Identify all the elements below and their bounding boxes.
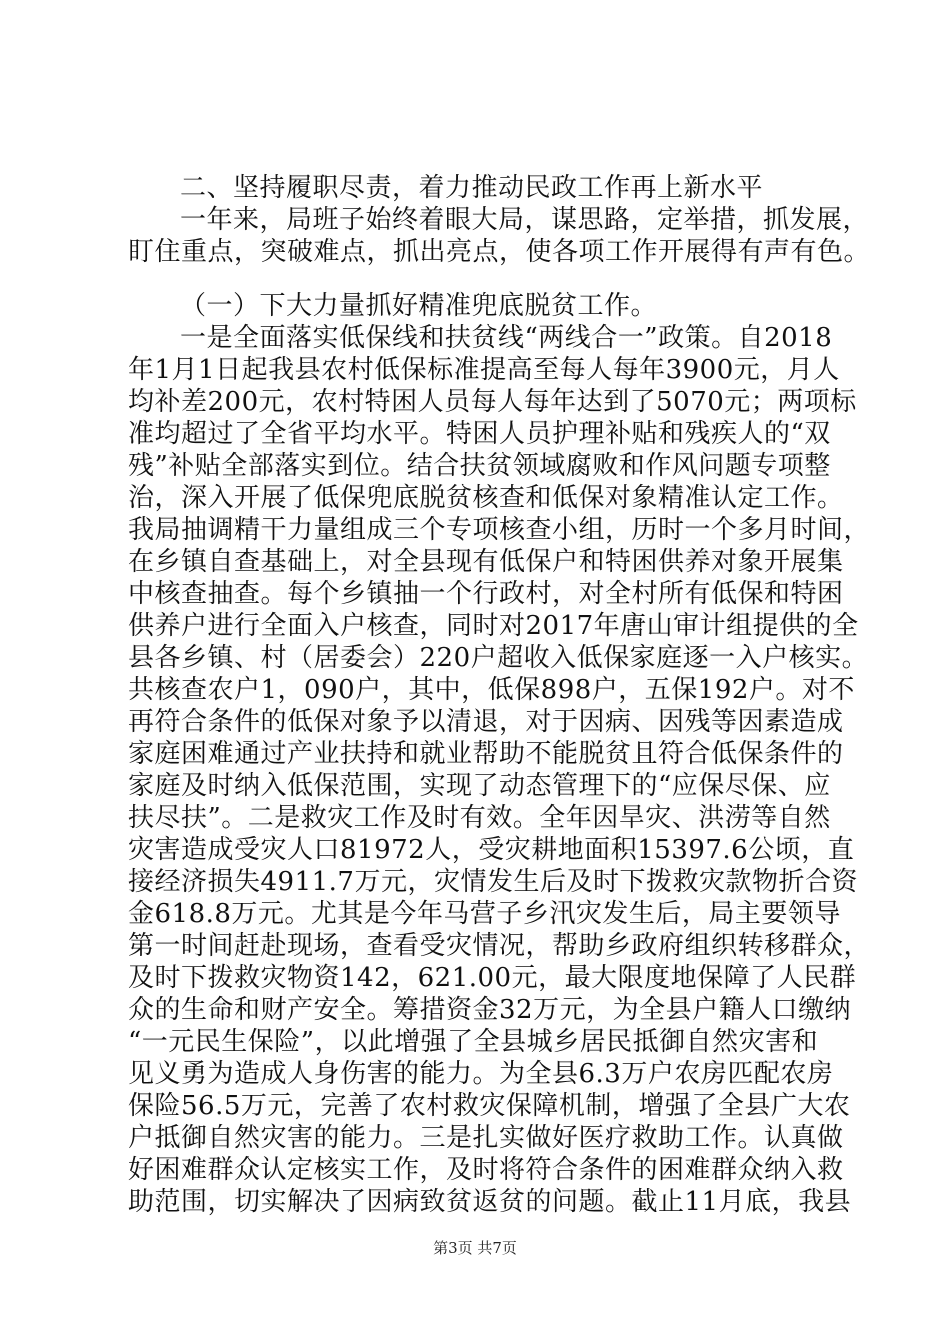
paragraph-line: 年1月1日起我县农村低保标准提高至每人每年3900元，月人 (128, 355, 840, 385)
paragraph-line: 第一时间赶赴现场，查看受灾情况，帮助乡政府组织转移群众， (128, 931, 871, 961)
page-footer: 第3页 共7页 (433, 1239, 517, 1257)
paragraph-line: 准均超过了全省平均水平。特困人员护理补贴和残疾人的“双 (128, 419, 831, 449)
paragraph-line: 中核查抽查。每个乡镇抽一个行政村，对全村所有低保和特困 (128, 579, 844, 609)
paragraph-line: 家庭及时纳入低保范围，实现了动态管理下的“应保尽保、应 (128, 771, 831, 801)
paragraph-line: 盯住重点，突破难点，抓出亮点，使各项工作开展得有声有色。 (128, 237, 871, 267)
paragraph-line: 县各乡镇、村（居委会）220户超收入低保家庭逐一入户核实。 (128, 643, 869, 673)
paragraph-line: 见义勇为造成人身伤害的能力。为全县6.3万户农房匹配农房 (128, 1059, 834, 1089)
paragraph-line: 及时下拨救灾物资142，621.00元，最大限度地保障了人民群 (128, 963, 857, 993)
paragraph-line: 接经济损失4911.7万元，灾情发生后及时下拨救灾款物折合资 (128, 867, 858, 897)
section-heading: 二、坚持履职尽责，着力推动民政工作再上新水平 (180, 173, 764, 203)
paragraph-line: 一年来，局班子始终着眼大局，谋思路，定举措，抓发展， (180, 205, 870, 235)
paragraph-line: 金618.8万元。尤其是今年马营子乡汛灾发生后，局主要领导 (128, 899, 841, 929)
paragraph-line: 保险56.5万元，完善了农村救灾保障机制，增强了全县广大农 (128, 1091, 851, 1121)
paragraph-line: 均补差200元，农村特困人员每人每年达到了5070元；两项标 (128, 387, 857, 417)
paragraph-line: 共核查农户1，090户，其中，低保898户，五保192户。对不 (128, 675, 855, 705)
paragraph-line: 在乡镇自查基础上，对全县现有低保户和特困供养对象开展集 (128, 547, 844, 577)
paragraph-line: 再符合条件的低保对象予以清退，对于因病、因残等因素造成 (128, 707, 844, 737)
paragraph-line: 家庭困难通过产业扶持和就业帮助不能脱贫且符合低保条件的 (128, 739, 844, 769)
paragraph-line: “一元民生保险”，以此增强了全县城乡居民抵御自然灾害和 (128, 1027, 819, 1057)
paragraph-line: 我局抽调精干力量组成三个专项核查小组，历时一个多月时间， (128, 515, 871, 545)
paragraph-line: 助范围，切实解决了因病致贫返贫的问题。截止11月底，我县 (128, 1187, 852, 1217)
paragraph-line: 一是全面落实低保线和扶贫线“两线合一”政策。自2018 (180, 323, 833, 353)
paragraph-line: 户抵御自然灾害的能力。三是扎实做好医疗救助工作。认真做 (128, 1123, 844, 1153)
paragraph-line: 残”补贴全部落实到位。结合扶贫领域腐败和作风问题专项整 (128, 451, 831, 481)
paragraph-line: 供养户进行全面入户核查，同时对2017年唐山审计组提供的全 (128, 611, 859, 641)
subheading: （一）下大力量抓好精准兜底脱贫工作。 (180, 291, 658, 321)
paragraph-line: 众的生命和财产安全。筹措资金32万元，为全县户籍人口缴纳 (128, 995, 852, 1025)
paragraph-line: 治，深入开展了低保兜底脱贫核查和低保对象精准认定工作。 (128, 483, 844, 513)
paragraph-line: 好困难群众认定核实工作，及时将符合条件的困难群众纳入救 (128, 1155, 844, 1185)
paragraph-line: 灾害造成受灾人口81972人，受灾耕地面积15397.6公顷，直 (128, 835, 855, 865)
paragraph-line: 扶尽扶”。二是救灾工作及时有效。全年因旱灾、洪涝等自然 (128, 803, 831, 833)
